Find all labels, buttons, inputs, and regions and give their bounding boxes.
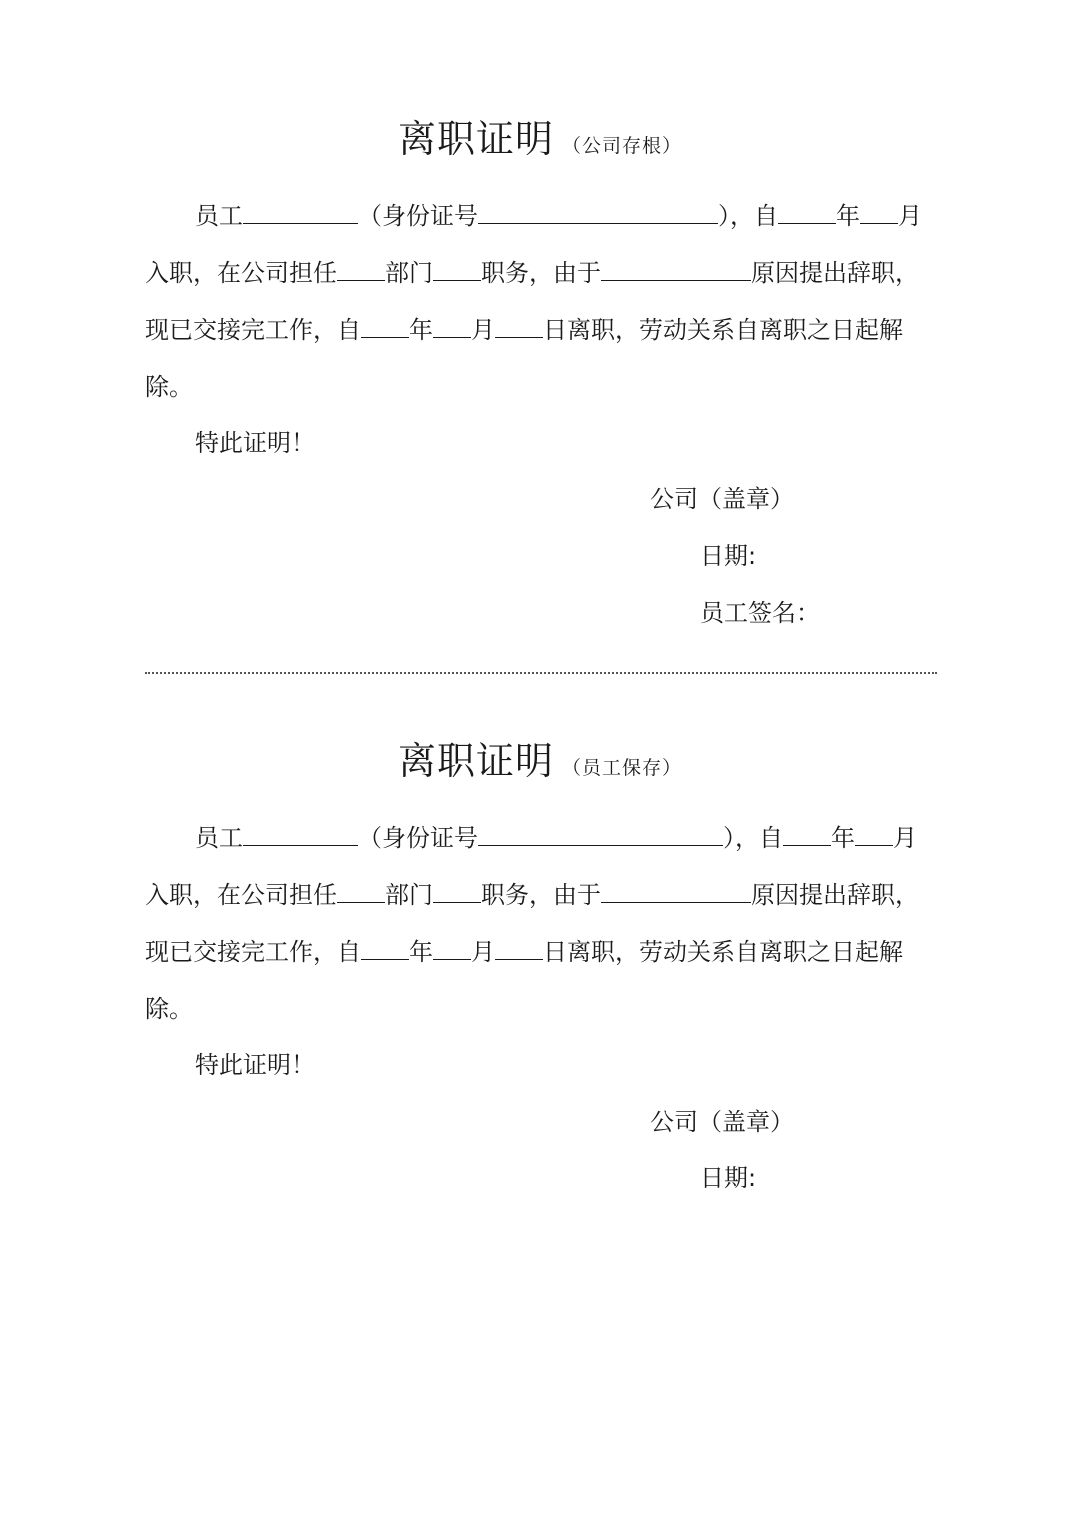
month-label: 月 <box>893 824 917 852</box>
department-label: 部门 <box>385 259 433 287</box>
from-label: ），自 <box>723 824 783 852</box>
leave-month-blank <box>433 315 471 338</box>
leave-month-blank <box>433 937 471 960</box>
handover-label: 现已交接完工作，自 <box>145 938 361 966</box>
certificate-title: 离职证明 <box>397 117 554 161</box>
leave-day-blank <box>495 315 543 338</box>
job-title-blank <box>433 880 481 903</box>
month-label: 月 <box>471 316 495 344</box>
job-label: 职务，由于 <box>481 881 601 909</box>
company-seal-label: 公司（盖章） <box>650 1108 794 1136</box>
department-blank <box>337 880 385 903</box>
body-line-3 <box>145 314 903 346</box>
job-label: 职务，由于 <box>481 259 601 287</box>
employee-signature-label: 员工签名： <box>700 599 820 627</box>
body-line-2 <box>145 879 919 911</box>
hire-year-blank <box>783 823 831 846</box>
body-line-4: 除。 <box>145 373 193 401</box>
department-blank <box>337 258 385 281</box>
leave-year-blank <box>361 937 409 960</box>
certificate-subtitle: （员工保存） <box>562 757 683 779</box>
id-number-label: （身份证号 <box>358 202 478 230</box>
year-label: 年 <box>409 938 433 966</box>
body-line-2 <box>145 257 919 289</box>
date-label: 日期: <box>700 542 757 570</box>
reason-blank <box>601 258 751 281</box>
year-label: 年 <box>836 202 860 230</box>
reason-blank <box>601 880 751 903</box>
company-seal-label: 公司（盖章） <box>650 485 794 513</box>
handover-label: 现已交接完工作，自 <box>145 316 361 344</box>
employee-label: 员工 <box>195 202 243 230</box>
position-label: 入职，在公司担任 <box>145 881 337 909</box>
certificate-title-row <box>0 108 1080 163</box>
termination-text: 日离职，劳动关系自离职之日起解 <box>543 316 903 344</box>
cut-line-divider <box>145 672 937 674</box>
employee-name-blank <box>243 823 358 846</box>
leave-day-blank <box>495 937 543 960</box>
certificate-title: 离职证明 <box>397 739 554 783</box>
id-number-blank <box>478 823 723 846</box>
employee-name-blank <box>243 201 358 224</box>
body-line-1 <box>195 200 922 232</box>
body-line-3 <box>145 936 903 968</box>
hire-year-blank <box>778 201 836 224</box>
certificate-title-row <box>0 730 1080 785</box>
certificate-subtitle: （公司存根） <box>562 135 683 157</box>
month-label: 月 <box>898 202 922 230</box>
body-line-4: 除。 <box>145 995 193 1023</box>
from-label: ），自 <box>718 202 778 230</box>
reason-label: 原因提出辞职， <box>751 881 919 909</box>
year-label: 年 <box>409 316 433 344</box>
reason-label: 原因提出辞职， <box>751 259 919 287</box>
id-number-blank <box>478 201 718 224</box>
position-label: 入职，在公司担任 <box>145 259 337 287</box>
year-label: 年 <box>831 824 855 852</box>
hire-month-blank <box>855 823 893 846</box>
leave-year-blank <box>361 315 409 338</box>
body-line-1 <box>195 822 917 854</box>
closing-text: 特此证明！ <box>195 1051 315 1079</box>
id-number-label: （身份证号 <box>358 824 478 852</box>
date-label: 日期: <box>700 1164 757 1192</box>
employee-label: 员工 <box>195 824 243 852</box>
termination-text: 日离职，劳动关系自离职之日起解 <box>543 938 903 966</box>
hire-month-blank <box>860 201 898 224</box>
job-title-blank <box>433 258 481 281</box>
department-label: 部门 <box>385 881 433 909</box>
month-label: 月 <box>471 938 495 966</box>
closing-text: 特此证明！ <box>195 429 315 457</box>
